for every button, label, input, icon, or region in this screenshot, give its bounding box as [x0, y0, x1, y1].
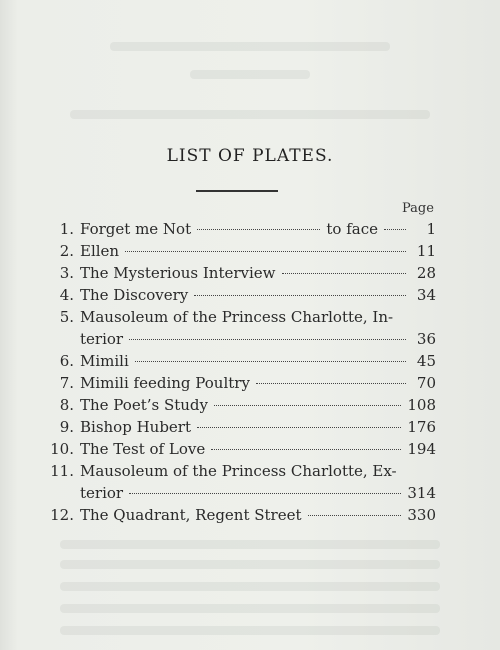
- show-through-text: [110, 42, 390, 51]
- plate-number: 12.: [50, 506, 74, 524]
- show-through-text: [60, 560, 440, 569]
- plate-title: Ellen: [80, 242, 120, 260]
- plate-page: 34: [416, 286, 436, 304]
- plate-number: 11.: [50, 462, 74, 480]
- plate-page: 28: [416, 264, 436, 282]
- plate-entry: [46, 504, 436, 526]
- plate-entry: [46, 240, 436, 262]
- dot-leader: [125, 251, 406, 252]
- plate-entry: [46, 460, 436, 482]
- plate-number: 4.: [59, 286, 74, 304]
- plate-entry-continuation: [46, 328, 436, 350]
- plate-entry: [46, 438, 436, 460]
- plate-title: Forget me Not: [80, 220, 192, 238]
- plate-page: 36: [416, 330, 436, 348]
- plate-page: 330: [407, 506, 436, 524]
- dot-leader: [214, 405, 401, 406]
- plate-page: 70: [416, 374, 436, 392]
- plate-entry: [46, 306, 436, 328]
- dot-leader: [194, 295, 406, 296]
- plate-number: 9.: [59, 418, 74, 436]
- plate-page: 11: [416, 242, 436, 260]
- dot-leader: [384, 229, 406, 230]
- show-through-text: [60, 626, 440, 635]
- plate-number: 5.: [59, 308, 74, 326]
- show-through-text: [190, 70, 310, 79]
- plate-title: Mausoleum of the Princess Charlotte, In-: [80, 308, 394, 326]
- title-rule: [196, 190, 278, 192]
- plate-page: 176: [407, 418, 436, 436]
- plate-page: 108: [407, 396, 436, 414]
- plate-title: The Test of Love: [80, 440, 206, 458]
- plate-title-continuation: terior: [80, 484, 124, 502]
- dot-leader: [256, 383, 406, 384]
- plates-list: [46, 218, 436, 526]
- plate-page: 1: [426, 220, 436, 238]
- plate-number: 1.: [59, 220, 74, 238]
- plate-entry: [46, 262, 436, 284]
- plate-entry: [46, 416, 436, 438]
- dot-leader: [135, 361, 406, 362]
- plate-title-continuation: terior: [80, 330, 124, 348]
- plate-page: 194: [407, 440, 436, 458]
- dot-leader: [211, 449, 401, 450]
- plate-number: 3.: [59, 264, 74, 282]
- plate-title: Mimili: [80, 352, 129, 370]
- dot-leader: [308, 515, 402, 516]
- plate-title: Mimili feeding Poultry: [80, 374, 250, 392]
- plate-entry: [46, 218, 436, 240]
- dot-leader: [129, 493, 401, 494]
- show-through-text: [70, 110, 430, 119]
- show-through-text: [60, 604, 440, 613]
- plate-entry: [46, 394, 436, 416]
- plate-title: The Mysterious Interview: [80, 264, 276, 282]
- plate-title: The Quadrant, Regent Street: [80, 506, 302, 524]
- plate-number: 7.: [59, 374, 74, 392]
- page-title: LIST OF PLATES.: [166, 146, 334, 166]
- plate-page: 45: [416, 352, 436, 370]
- plate-page: 314: [407, 484, 436, 502]
- plate-number: 6.: [59, 352, 74, 370]
- show-through-text: [60, 540, 440, 549]
- plate-number: 10.: [50, 440, 74, 458]
- plate-title: Bishop Hubert: [80, 418, 191, 436]
- plate-entry: [46, 372, 436, 394]
- page-column-label: Page: [402, 201, 434, 216]
- plate-number: 2.: [59, 242, 74, 260]
- plate-title: The Discovery: [80, 286, 189, 304]
- dot-leader: [197, 427, 401, 428]
- plate-number: 8.: [59, 396, 74, 414]
- dot-leader: [197, 229, 320, 230]
- show-through-text: [60, 582, 440, 591]
- plate-note: to face: [326, 220, 378, 238]
- dot-leader: [129, 339, 406, 340]
- plate-entry-continuation: [46, 482, 436, 504]
- plate-entry: [46, 350, 436, 372]
- plate-title: Mausoleum of the Princess Charlotte, Ex-: [80, 462, 397, 480]
- plate-title: The Poet’s Study: [80, 396, 209, 414]
- dot-leader: [282, 273, 406, 274]
- plate-entry: [46, 284, 436, 306]
